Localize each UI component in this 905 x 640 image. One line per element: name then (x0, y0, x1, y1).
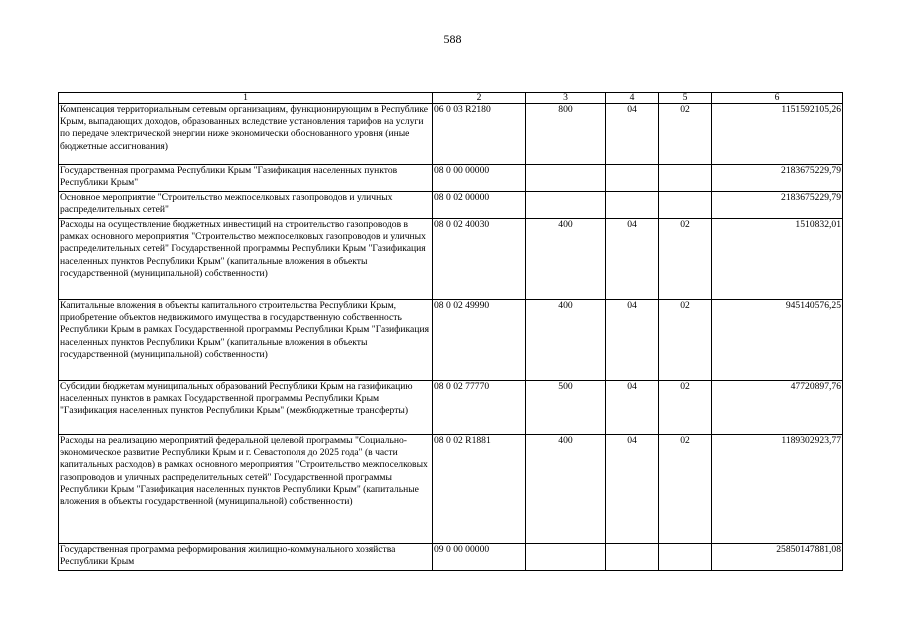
row-section-cell (606, 544, 659, 571)
row-name-cell: Компенсация территориальным сетевым организациям, функционирующим в Республике Крым, выпадающих доходов, образованных вследствие установления тарифов на услуги по передаче электрической энергии ниже экономически обоснованного уровня (иные бюджетные ассигнования) (59, 104, 433, 165)
page-number: 588 (443, 32, 462, 46)
header-cell-3: 3 (526, 93, 606, 104)
table-row (59, 300, 843, 381)
row-sum-cell: 1510832,01 (712, 219, 843, 300)
header-cell-5: 5 (659, 93, 712, 104)
table-row (59, 219, 843, 300)
row-name-cell: Основное мероприятие "Строительство межпоселковых газопроводов и уличных распределительных сетей" (59, 192, 433, 219)
row-sum-cell: 945140576,25 (712, 300, 843, 381)
header-cell-2: 2 (433, 93, 526, 104)
row-expense-type-cell (526, 192, 606, 219)
row-expense-type-cell (526, 544, 606, 571)
row-section-cell: 04 (606, 104, 659, 165)
row-name-cell: Государственная программа Республики Крым "Газификация населенных пунктов Республики Крым" (59, 165, 433, 192)
row-subsection-cell (659, 192, 712, 219)
row-sum-cell: 2183675229,79 (712, 192, 843, 219)
row-code-cell: 08 0 02 77770 (433, 381, 526, 435)
row-expense-type-cell: 400 (526, 300, 606, 381)
row-name-cell: Государственная программа реформирования жилищно-коммунального хозяйства Республики Крым (59, 544, 433, 571)
row-name-cell: Субсидии бюджетам муниципальных образований Республики Крым на газификацию населенных пунктов в рамках Государственной программы Республики Крым "Газификация населенных пунктов Республики Крым" (межбюджетные трансферты) (59, 381, 433, 435)
row-sum-cell: 1189302923,77 (712, 435, 843, 544)
row-section-cell: 04 (606, 219, 659, 300)
row-sum-cell: 2183675229,79 (712, 165, 843, 192)
row-code-cell: 08 0 02 40030 (433, 219, 526, 300)
table-row (59, 104, 843, 165)
row-sum-cell: 25850147881,08 (712, 544, 843, 571)
table-row (59, 381, 843, 435)
row-section-cell (606, 165, 659, 192)
row-expense-type-cell (526, 165, 606, 192)
row-subsection-cell: 02 (659, 104, 712, 165)
header-cell-6: 6 (712, 93, 843, 104)
table-row (59, 165, 843, 192)
row-subsection-cell (659, 544, 712, 571)
row-expense-type-cell: 400 (526, 219, 606, 300)
table-row (59, 435, 843, 544)
row-sum-cell: 47720897,76 (712, 381, 843, 435)
row-name-cell: Расходы на осуществление бюджетных инвестиций на строительство газопроводов в рамках основного мероприятия "Строительство межпоселковых газопроводов и уличных распределительных сетей" Государственной программы Республики Крым "Газификация населенных пунктов Республики Крым" (капитальные вложения в объекты государственной (муниципальной) собственности) (59, 219, 433, 300)
row-name-cell: Капитальные вложения в объекты капитального строительства Республики Крым, приобретение объектов недвижимого имущества в государственную собственность Республики Крым в рамках Государственной программы Республики Крым "Газификация населенных пунктов Республики Крым" (капитальные вложения в объекты государственной (муниципальной) собственности) (59, 300, 433, 381)
row-code-cell: 08 0 00 00000 (433, 165, 526, 192)
row-expense-type-cell: 800 (526, 104, 606, 165)
row-subsection-cell: 02 (659, 219, 712, 300)
table-header-row (59, 93, 843, 104)
table-row (59, 544, 843, 571)
row-section-cell: 04 (606, 381, 659, 435)
header-cell-4: 4 (606, 93, 659, 104)
row-section-cell (606, 192, 659, 219)
row-name-cell: Расходы на реализацию мероприятий федеральной целевой программы "Социально-экономическое развитие Республики Крым и г. Севастополя до 2025 года" (в части капитальных расходов) в рамках основного мероприятия "Строительство межпоселковых газопроводов и уличных распределительных сетей" Государственной программы Республики Крым "Газификация населенных пунктов Республики Крым" (капитальные вложения в объекты государственной (муниципальной) собственности) (59, 435, 433, 544)
table-row (59, 192, 843, 219)
row-subsection-cell: 02 (659, 381, 712, 435)
row-subsection-cell: 02 (659, 300, 712, 381)
row-code-cell: 06 0 03 R2180 (433, 104, 526, 165)
row-section-cell: 04 (606, 300, 659, 381)
row-subsection-cell (659, 165, 712, 192)
budget-table (58, 92, 843, 571)
row-sum-cell: 1151592105,26 (712, 104, 843, 165)
row-code-cell: 08 0 02 49990 (433, 300, 526, 381)
row-expense-type-cell: 400 (526, 435, 606, 544)
header-cell-1: 1 (59, 93, 433, 104)
row-code-cell: 08 0 02 00000 (433, 192, 526, 219)
row-subsection-cell: 02 (659, 435, 712, 544)
row-code-cell: 09 0 00 00000 (433, 544, 526, 571)
row-section-cell: 04 (606, 435, 659, 544)
row-code-cell: 08 0 02 R1881 (433, 435, 526, 544)
row-expense-type-cell: 500 (526, 381, 606, 435)
